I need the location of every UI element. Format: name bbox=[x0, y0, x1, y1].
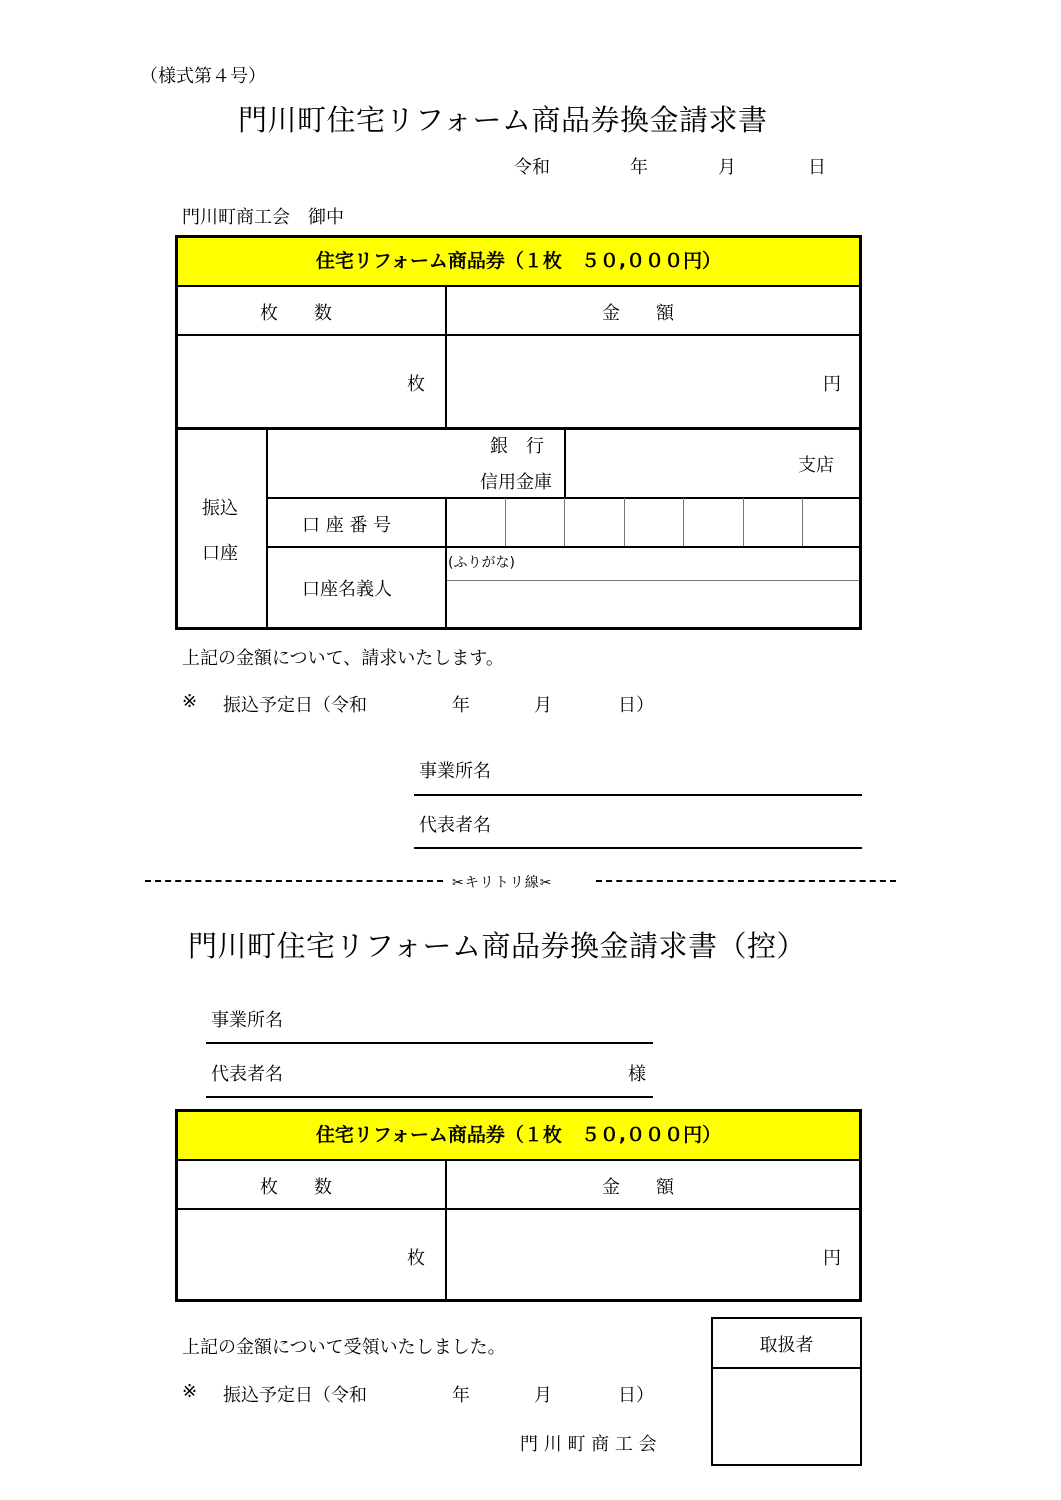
copy-statement: 上記の金額について受領いたしました。 bbox=[182, 1337, 506, 1358]
copy-voucher-header: 住宅リフォーム商品券（１枚 ５０,０００円） bbox=[178, 1112, 859, 1161]
representative-label: 代表者名 bbox=[419, 815, 491, 836]
transfer-date-month: 月 bbox=[534, 695, 552, 716]
business-name-label: 事業所名 bbox=[419, 761, 491, 782]
copy-transfer-date-month: 月 bbox=[534, 1385, 552, 1406]
account-label: 口座 bbox=[202, 543, 238, 564]
credit-union-label: 信用金庫 bbox=[480, 472, 552, 493]
copy-business-name-line bbox=[206, 1042, 653, 1044]
copy-transfer-date-day: 日） bbox=[618, 1385, 654, 1406]
statement: 上記の金額について、請求いたします。 bbox=[182, 648, 504, 669]
count-header: 枚 数 bbox=[260, 303, 332, 324]
transfer-date-label: 振込予定日（令和 bbox=[223, 695, 367, 716]
amount-unit: 円 bbox=[823, 374, 841, 395]
copy-honorific: 様 bbox=[628, 1064, 646, 1085]
count-unit: 枚 bbox=[407, 374, 425, 395]
account-number-label: 口 座 番 号 bbox=[302, 515, 392, 536]
business-name-line bbox=[414, 794, 862, 796]
transfer-date-day: 日） bbox=[618, 695, 654, 716]
transfer-date-mark: ※ bbox=[182, 691, 198, 712]
copy-amount-unit: 円 bbox=[823, 1248, 841, 1269]
amount-header: 金 額 bbox=[602, 303, 674, 324]
copy-amount-header: 金 額 bbox=[602, 1177, 674, 1198]
branch-label: 支店 bbox=[798, 455, 834, 476]
claim-table bbox=[175, 235, 862, 630]
handler-label: 取扱者 bbox=[759, 1335, 814, 1356]
copy-claim-table bbox=[175, 1109, 862, 1302]
copy-business-name-label: 事業所名 bbox=[211, 1010, 283, 1031]
cut-line-left bbox=[145, 880, 443, 882]
copy-count-header: 枚 数 bbox=[260, 1177, 332, 1198]
addressee: 門川町商工会 御中 bbox=[182, 207, 344, 228]
date-month: 月 bbox=[718, 157, 736, 178]
page-title: 門川町住宅リフォーム商品券換金請求書 bbox=[238, 103, 768, 137]
issuer: 門 川 町 商 工 会 bbox=[520, 1434, 657, 1455]
date-era: 令和 bbox=[514, 157, 550, 178]
cut-line-right bbox=[596, 880, 896, 882]
date-year: 年 bbox=[630, 157, 648, 178]
copy-representative-line bbox=[206, 1096, 653, 1098]
copy-transfer-date-mark: ※ bbox=[182, 1381, 198, 1402]
handler-box bbox=[711, 1317, 862, 1466]
date-day: 日 bbox=[808, 157, 826, 178]
copy-transfer-date-year: 年 bbox=[452, 1385, 470, 1406]
copy-representative-label: 代表者名 bbox=[211, 1064, 283, 1085]
copy-count-unit: 枚 bbox=[407, 1248, 425, 1269]
voucher-header: 住宅リフォーム商品券（１枚 ５０,０００円） bbox=[178, 238, 859, 287]
account-holder-label: 口座名義人 bbox=[302, 579, 392, 600]
form-number: （様式第４号） bbox=[140, 66, 266, 87]
cut-line-label: ✂キリトリ線✂ bbox=[452, 875, 553, 891]
furigana-label: (ふりがな) bbox=[448, 555, 515, 571]
copy-transfer-date-label: 振込予定日（令和 bbox=[223, 1385, 367, 1406]
bank-label: 銀 行 bbox=[490, 436, 544, 457]
representative-line bbox=[414, 847, 862, 849]
copy-title: 門川町住宅リフォーム商品券換金請求書（控） bbox=[188, 929, 807, 963]
transfer-date-year: 年 bbox=[452, 695, 470, 716]
transfer-label: 振込 bbox=[202, 498, 238, 519]
